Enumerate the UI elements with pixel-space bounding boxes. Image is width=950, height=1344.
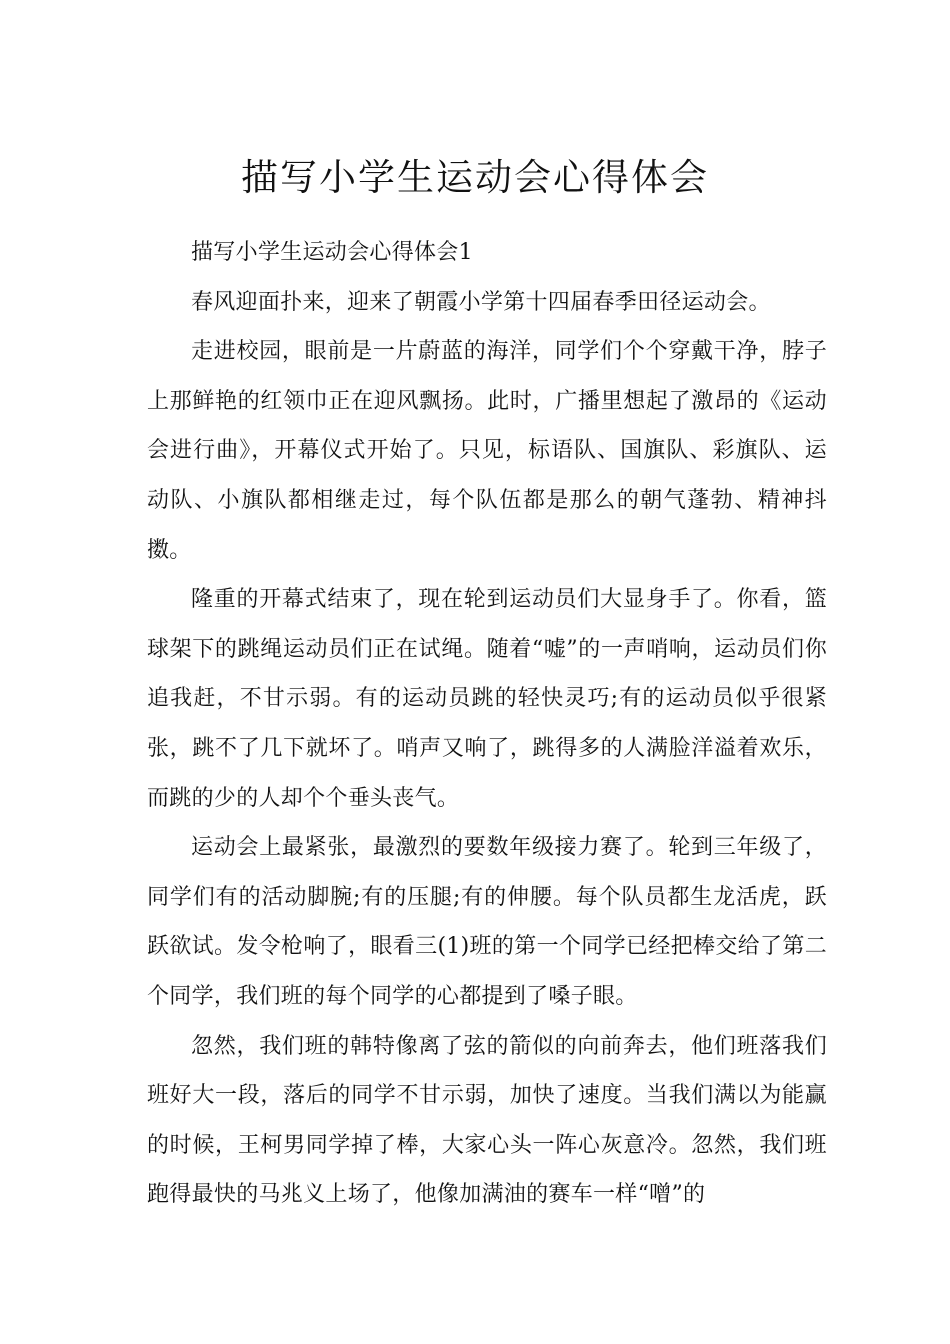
- document-title: 描写小学生运动会心得体会: [241, 155, 709, 199]
- paragraph-4: 运动会上最紧张，最激烈的要数年级接力赛了。轮到三年级了，同学们有的活动脚腕;有的压腿;有的伸腰。每个队员都生龙活虎，跃跃欲试。发令枪响了，眼看三(1)班的第一个同学已经把棒交给了第二个同学，我们班的每个同学的心都提到了嗓子眼。: [147, 835, 827, 1009]
- document-body: [147, 228, 827, 1220]
- paragraph-5: 忽然，我们班的韩特像离了弦的箭似的向前奔去，他们班落我们班好大一段，落后的同学不甘示弱，加快了速度。当我们满以为能赢的时候，王柯男同学掉了棒，大家心头一阵心灰意冷。忽然，我们班跑得最快的马兆义上场了，他像加满油的赛车一样“噌”的: [147, 1033, 827, 1208]
- paragraph-2: 走进校园，眼前是一片蔚蓝的海洋，同学们个个穿戴干净，脖子上那鲜艳的红领巾正在迎风飘扬。此时，广播里想起了激昂的《运动会进行曲》，开幕仪式开始了。只见，标语队、国旗队、彩旗队、运动队、小旗队都相继走过，每个队伍都是那么的朝气蓬勃、精神抖擞。: [147, 339, 827, 563]
- paragraph-3: 隆重的开幕式结束了，现在轮到运动员们大显身手了。你看，篮球架下的跳绳运动员们正在试绳。随着“嘘”的一声哨响，运动员们你追我赶，不甘示弱。有的运动员跳的轻快灵巧;有的运动员似乎很紧张，跳不了几下就坏了。哨声又响了，跳得多的人满脸洋溢着欢乐，而跳的少的人却个个垂头丧气。: [147, 587, 827, 811]
- paragraph-1: 春风迎面扑来，迎来了朝霞小学第十四届春季田径运动会。: [191, 289, 771, 315]
- section-heading: 描写小学生运动会心得体会1: [191, 240, 473, 265]
